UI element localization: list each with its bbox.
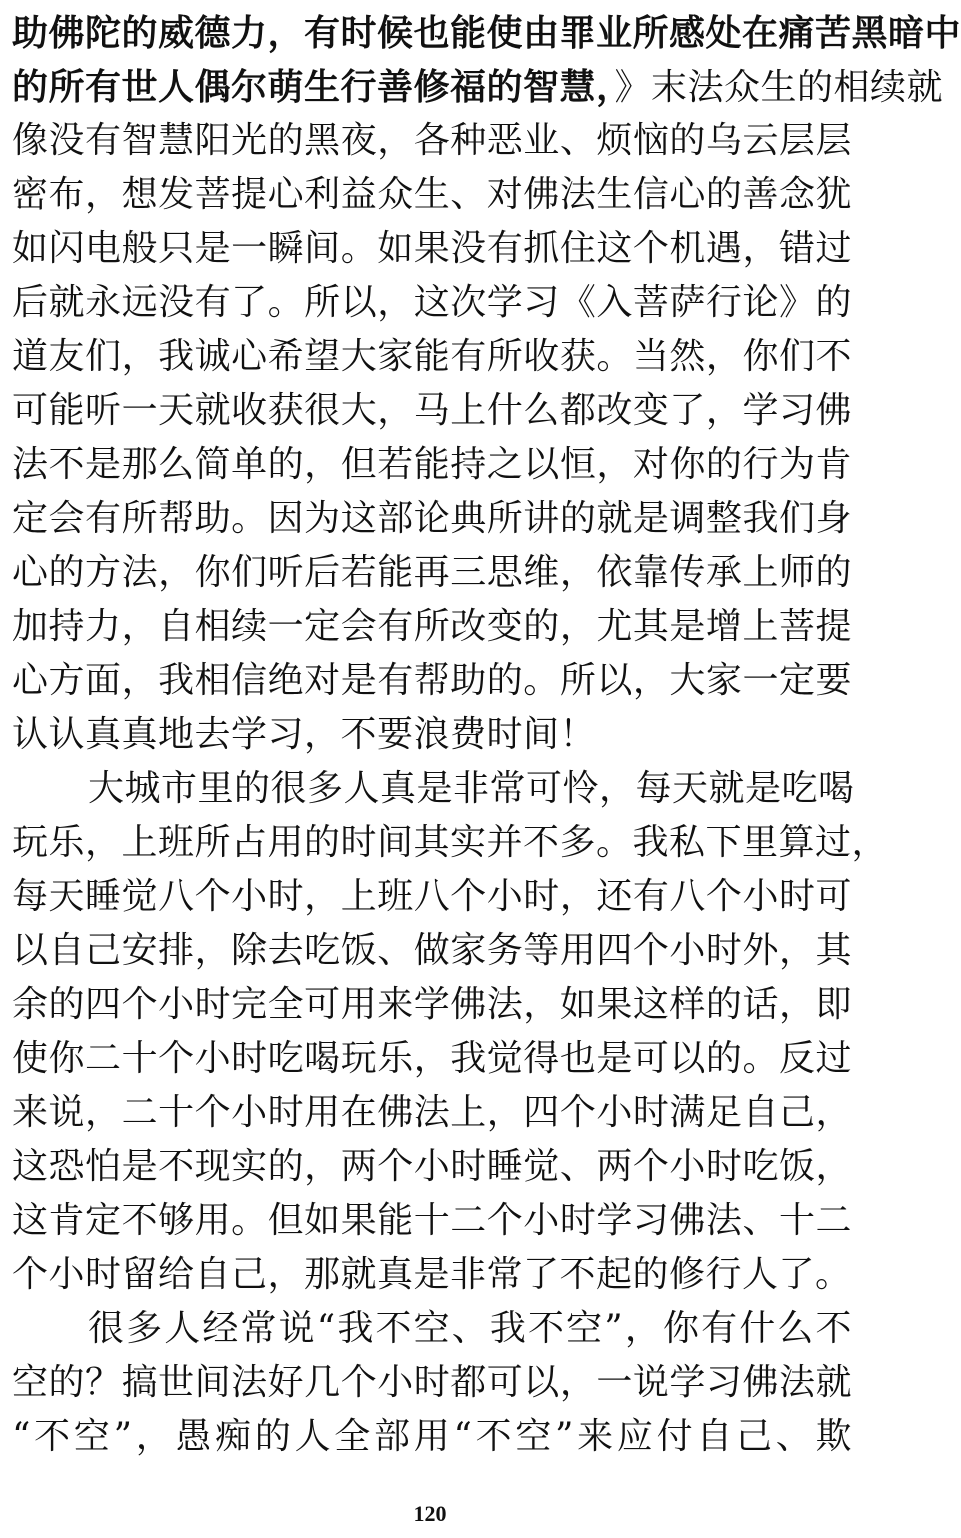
text-line: 使你二十个小时吃喝玩乐，我觉得也是可以的。反过 [12, 1038, 852, 1079]
text-line: 后就永远没有了。所以，这次学习《入菩萨行论》的 [12, 282, 852, 323]
text-line: 认认真真地去学习，不要浪费时间！ [12, 714, 597, 755]
text-line: 每天睡觉八个小时，上班八个小时，还有八个小时可 [12, 876, 852, 917]
text-segment: 》末法众生的相续就 [614, 67, 944, 108]
text-line: 可能听一天就收获很大，马上什么都改变了，学习佛 [12, 390, 852, 431]
bold-text-segment: 的所有世人偶尔萌生行善修福的智慧， [12, 66, 615, 108]
paragraph-first-line: 很多人经常说“我不空、我不空”，你有什么不 [88, 1308, 852, 1349]
text-line: 道友们，我诚心希望大家能有所收获。当然，你们不 [12, 336, 852, 377]
text-line: 助佛陀的威德力，有时候也能使由罪业所感处在痛苦黑暗中 [12, 12, 961, 54]
body-text [12, 6, 961, 1464]
text-line [12, 60, 944, 114]
text-line: 这恐怕是不现实的，两个小时睡觉、两个小时吃饭， [12, 1146, 852, 1187]
text-line: 密布，想发菩提心利益众生、对佛法生信心的善念犹 [12, 174, 852, 215]
text-line: 余的四个小时完全可用来学佛法，如果这样的话，即 [12, 984, 852, 1025]
text-line: 加持力，自相续一定会有所改变的，尤其是增上菩提 [12, 606, 852, 647]
text-line: 如闪电般只是一瞬间。如果没有抓住这个机遇，错过 [12, 228, 852, 269]
text-line: 以自己安排，除去吃饭、做家务等用四个小时外，其 [12, 930, 852, 971]
text-line: 来说，二十个小时用在佛法上，四个小时满足自己， [12, 1092, 852, 1133]
text-line: “不空”，愚痴的人全部用“不空”来应付自己、欺 [12, 1416, 852, 1457]
text-line: 这肯定不够用。但如果能十二个小时学习佛法、十二 [12, 1200, 852, 1241]
text-line: 法不是那么简单的，但若能持之以恒，对你的行为肯 [12, 444, 852, 485]
page-number: 120 [413, 1501, 447, 1526]
text-line: 空的？搞世间法好几个小时都可以，一说学习佛法就 [12, 1362, 852, 1403]
text-line: 心的方法，你们听后若能再三思维，依靠传承上师的 [12, 552, 852, 593]
text-line: 像没有智慧阳光的黑夜，各种恶业、烦恼的乌云层层 [12, 120, 852, 161]
paragraph-first-line: 大城市里的很多人真是非常可怜，每天就是吃喝 [88, 768, 855, 809]
text-line: 心方面，我相信绝对是有帮助的。所以，大家一定要 [12, 660, 852, 701]
text-line: 定会有所帮助。因为这部论典所讲的就是调整我们身 [12, 498, 852, 539]
text-line: 个小时留给自己，那就真是非常了不起的修行人了。 [12, 1254, 852, 1295]
text-line: 玩乐，上班所占用的时间其实并不多。我私下里算过， [12, 822, 889, 863]
